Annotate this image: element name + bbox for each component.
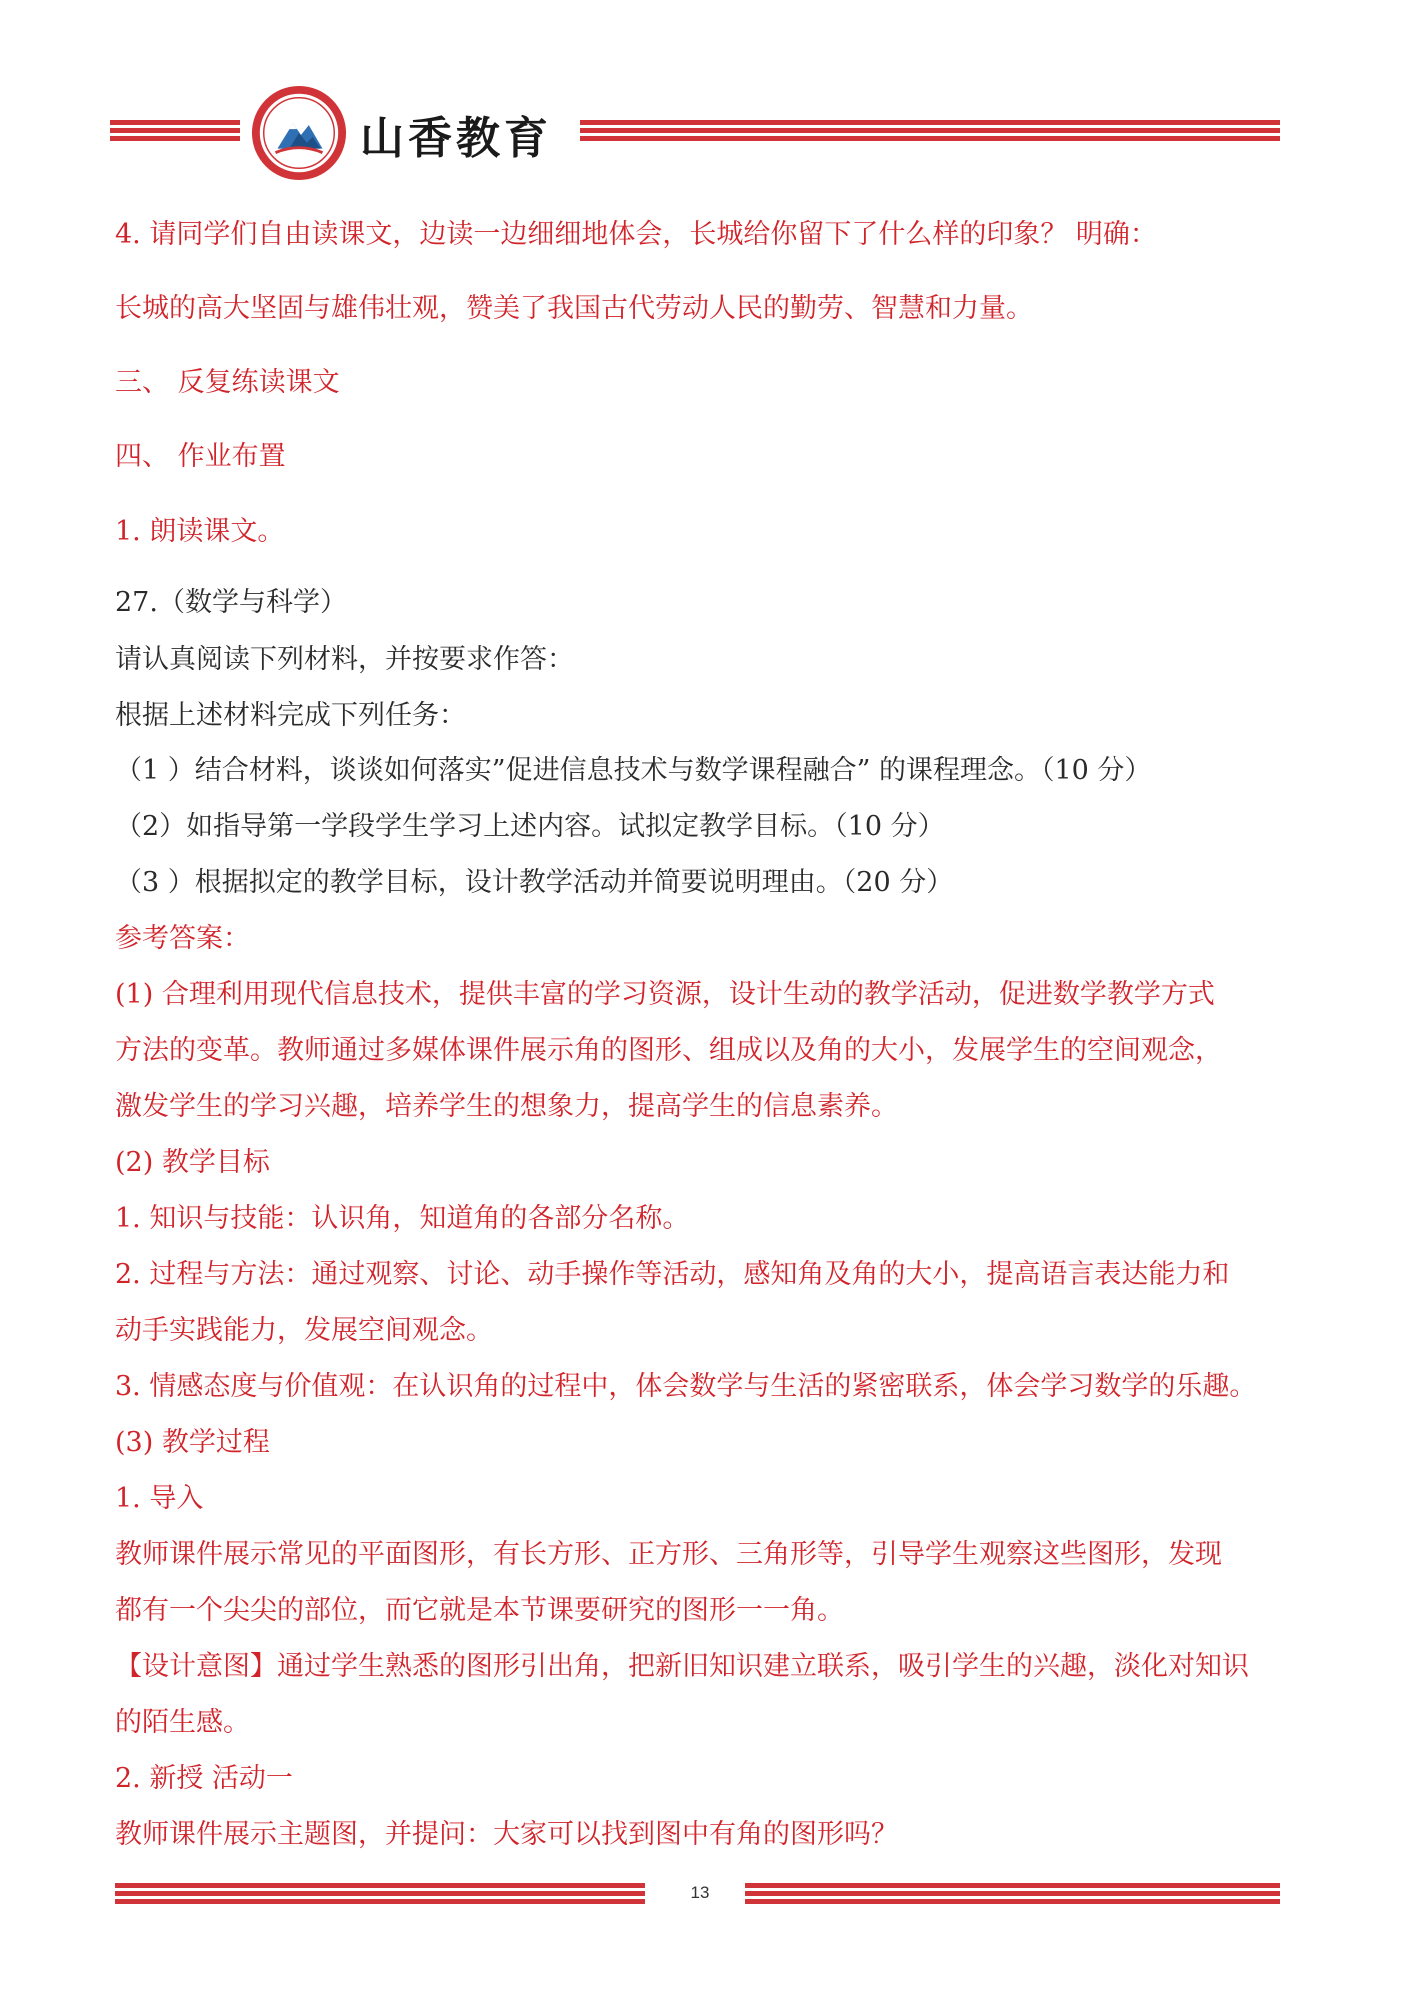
text-line: 3. 情感态度与价值观：在认识角的过程中，体会数学与生活的紧密联系，体会学习数学的乐趣。 <box>115 1371 1257 1402</box>
text-line: 都有一个尖尖的部位，而它就是本节课要研究的图形一一角。 <box>115 1595 844 1626</box>
text-line: 请认真阅读下列材料，并按要求作答： <box>115 644 574 675</box>
text-line: 三、 反复练读课文 <box>115 367 340 398</box>
text-line: 四、 作业布置 <box>115 441 286 472</box>
footer-stripes-left <box>115 1883 645 1911</box>
text-line: 1. 朗读课文。 <box>115 516 285 547</box>
text-line: 参考答案： <box>115 923 250 954</box>
text-line: (2) 教学目标 <box>115 1147 270 1178</box>
footer-stripes-right <box>745 1883 1280 1911</box>
text-line: 动手实践能力，发展空间观念。 <box>115 1315 493 1346</box>
text-line: 1. 导入 <box>115 1483 204 1514</box>
shanxiang-logo-icon <box>250 84 348 182</box>
page-header <box>110 84 1280 184</box>
text-line: 长城的高大坚固与雄伟壮观，赞美了我国古代劳动人民的勤劳、智慧和力量。 <box>115 293 1033 324</box>
text-line: 的陌生感。 <box>115 1707 250 1738</box>
page-footer <box>115 1883 1280 1913</box>
text-line: （2）如指导第一学段学生学习上述内容。试拟定教学目标。（10 分） <box>115 811 945 842</box>
text-line: 教师课件展示常见的平面图形，有长方形、正方形、三角形等，引导学生观察这些图形，发现 <box>115 1539 1222 1570</box>
text-line: (3) 教学过程 <box>115 1427 270 1458</box>
text-line: 2. 过程与方法：通过观察、讨论、动手操作等活动，感知角及角的大小，提高语言表达能力和 <box>115 1259 1230 1290</box>
text-line: (1) 合理利用现代信息技术，提供丰富的学习资源，设计生动的教学活动，促进数学教学方式 <box>115 979 1215 1010</box>
text-line: 1. 知识与技能：认识角，知道角的各部分名称。 <box>115 1203 690 1234</box>
text-line: 【设计意图】通过学生熟悉的图形引出角，把新旧知识建立联系，吸引学生的兴趣，淡化对知识 <box>115 1651 1249 1682</box>
page-number: 13 <box>690 1883 710 1902</box>
text-line: 4. 请同学们自由读课文，边读一边细细地体会，长城给你留下了什么样的印象？ 明确： <box>115 219 1157 250</box>
text-line: 方法的变革。教师通过多媒体课件展示角的图形、组成以及角的大小，发展学生的空间观念， <box>115 1035 1222 1066</box>
text-line: 2. 新授 活动一 <box>115 1763 293 1794</box>
header-stripes-right <box>580 120 1280 148</box>
brand-name: 山香教育 <box>360 113 552 164</box>
text-line: 教师课件展示主题图，并提问：大家可以找到图中有角的图形吗？ <box>115 1819 898 1850</box>
header-stripes-left <box>110 120 240 148</box>
text-line: 27.（数学与科学） <box>115 587 347 618</box>
text-line: 激发学生的学习兴趣，培养学生的想象力，提高学生的信息素养。 <box>115 1091 898 1122</box>
text-line: 根据上述材料完成下列任务： <box>115 700 466 731</box>
text-line: （3 ）根据拟定的教学目标，设计教学活动并简要说明理由。（20 分） <box>115 867 954 898</box>
text-line: （1 ）结合材料，谈谈如何落实”促进信息技术与数学课程融合” 的课程理念。（10 分） <box>115 755 1152 786</box>
